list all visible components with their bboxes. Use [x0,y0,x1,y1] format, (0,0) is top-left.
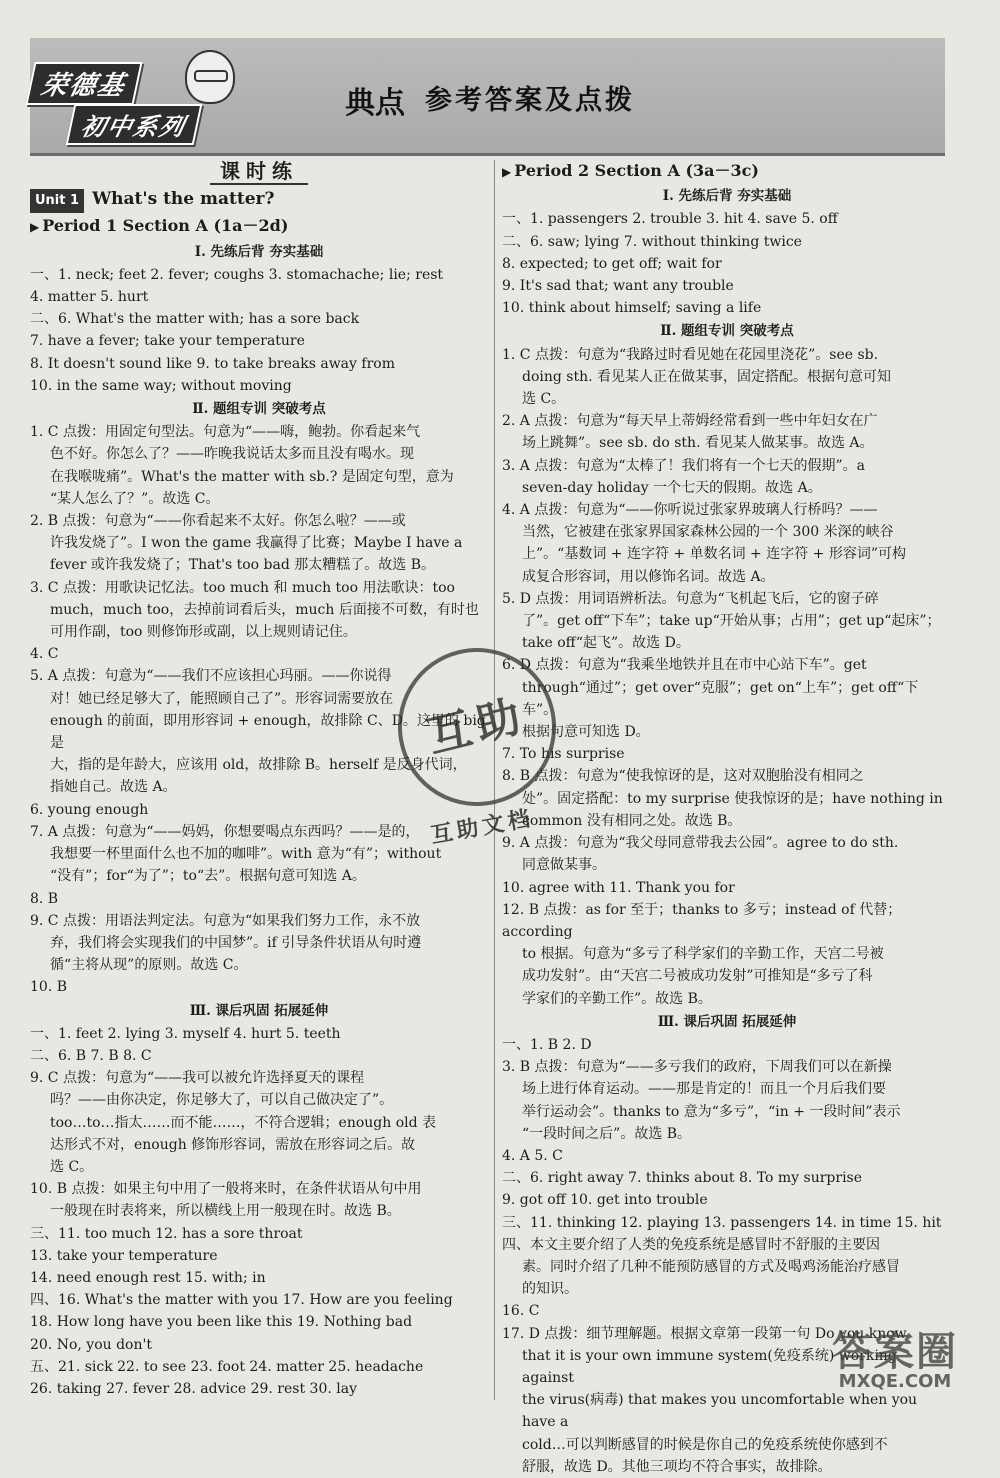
answer-line: enough 的前面，即用形容词 + enough，故排除 C、D。这里的 big 是 [50,712,486,752]
unit-title [30,188,488,213]
answer-line: to 根据。句意为“多亏了科学家们的辛勤工作，天宫二号被 [522,946,884,963]
answer-line: 8. expected; to get off; wait for [502,255,722,272]
answer-line: 舒服，故选 D。其他三项均不符合事实，故排除。 [522,1458,832,1475]
answer-line: 色不好。你怎么了？——昨晚我说话太多而且没有喝水。现 [50,446,414,463]
answer-line: 9. got off 10. get into trouble [502,1192,708,1209]
answer-line: 3. B 点拨：句意为“——多亏我们的政府，下周我们可以在新操 [502,1059,892,1076]
answer-line: 6. young enough [30,801,149,818]
answer-line: 10. agree with 11. Thank you for [502,879,735,896]
answer-line: 9. C 点拨：句意为“——我可以被允许选择夏天的课程 [30,1070,365,1087]
answer-line: 达形式不对，enough 修饰形容词，需放在形容词之后。故 [50,1136,416,1153]
answer-line: 五、21. sick 22. to see 23. foot 24. matter 25. headache [30,1358,424,1375]
answer-line: 四、16. What's the matter with you 17. How are you feeling [30,1292,453,1309]
answer-line: 一、1. neck; feet 2. fever; coughs 3. stomachache; lie; rest [30,266,444,283]
right-column [502,158,952,1478]
answer-line: 选 C。 [50,1158,94,1175]
answer-line: 一、1. B 2. D [502,1036,592,1053]
logo-line2: 初中系列 [66,104,203,145]
answer-line: 10. think about himself; saving a life [502,300,762,317]
stamp-subtext: 互助文档 [428,805,536,849]
answer-line: 二、6. saw; lying 7. without thinking twice [502,233,802,250]
answer-block [502,208,952,319]
answer-line: 3. A 点拨：句意为“太棒了！我们将有一个七天的假期”。a [502,457,866,474]
answer-line: 4. A 5. C [502,1147,563,1164]
answer-line: 12. B 点拨：as for 至于；thanks to 多亏；instead of 代替；according [502,901,902,940]
answer-line: cold…可以判断感冒的时候是你自己的免疫系统使你感到不 [522,1436,888,1453]
answer-line: much，much too，去掉前词看后头，much 后面接不可数，有时也 [50,601,479,618]
answer-line: 3. C 点拨：用歌诀记忆法。too much 和 much too 用法歌诀：too [30,579,455,596]
answer-line: 26. taking 27. fever 28. advice 29. rest 30. lay [30,1380,357,1397]
answer-line: 10. in the same way; without moving [30,377,292,394]
answer-line: 对！她已经足够大了，能照顾自己了”。形容词需要放在 [50,690,394,707]
answer-line: 当然，它被建在张家界国家森林公园的一个 300 米深的峡谷 [522,524,894,541]
answer-line: “一段时间之后”。故选 B。 [522,1125,692,1142]
answer-line: 根据句意可知选 D。 [522,724,650,741]
answer-line: doing sth. 看见某人正在做某事，固定搭配。根据句意可知 [522,368,892,385]
answer-line: 9. C 点拨：用语法判定法。句意为“如果我们努力工作，永不放 [30,912,421,929]
unit-tag: Unit 1 [30,189,84,213]
answer-line: fever 或许我发烧了；That's too bad 那太糟糕了。故选 B。 [50,557,436,574]
answer-line: 同意做某事。 [522,857,606,874]
answer-line: 5. A 点拨：句意为“——我们不应该担心玛丽。——你说得 [30,668,392,685]
answer-line: 吗？——由你决定，你足够大了，可以自己做决定了”。 [50,1092,394,1109]
answer-line: 18. How long have you been like this 19. Nothing bad [30,1314,413,1331]
answer-block [502,1034,952,1478]
answer-line: 大，指的是年龄大，应该用 old，故排除 B。herself 是反身代词， [50,757,467,774]
answer-line: 二、6. What's the matter with; has a sore back [30,311,360,328]
answer-line: 一、1. passengers 2. trouble 3. hit 4. save 5. off [502,211,838,228]
answer-line: 许我发烧了”。I won the game 我赢得了比赛；Maybe I have a [50,535,463,552]
answer-line: 17. D 点拨：细节理解题。根据文章第一段第一句 Do you know [502,1325,907,1342]
answer-line: 选 C。 [522,391,566,408]
answer-line: 成功发射”。由“天宫二号被成功发射”可推知是“多亏了科 [522,968,873,985]
answer-line: 成复合形容词，用以修饰名词。故选 A。 [522,568,775,585]
subsection-title: Ⅱ. 题组专训 突破考点 [192,401,326,418]
answer-block [30,1023,488,1400]
answer-line: 一般现在时表将来，所以横线上用一般现在时。故选 B。 [50,1203,401,1220]
answer-line: 循“主将从现”的原则。故选 C。 [50,957,248,974]
answer-line: common 没有相同之处。故选 B。 [522,812,742,829]
answer-line: 8. It doesn't sound like 9. to take breaks away from [30,355,395,372]
brand-mark-text: 典点 [345,86,405,121]
unit-title-text: What's the matter? [92,189,275,210]
answer-line: 20. No, you don't [30,1336,152,1353]
answer-line: 三、11. too much 12. has a sore throat [30,1225,303,1242]
answer-line: 弃，我们将会实现我们的中国梦”。if 引导条件状语从句时遵 [50,934,422,951]
subsection-title: Ⅰ. 先练后背 夯实基础 [662,188,792,205]
subsection-title: Ⅰ. 先练后背 夯实基础 [194,243,324,260]
answer-line: 处”。固定搭配：to my surprise 使我惊讶的是；have nothing in [522,790,943,807]
answer-line: 10. B 点拨：如果主句中用了一般将来时，在条件状语从句中用 [30,1181,422,1198]
answer-line: 9. A 点拨：句意为“我父母同意带我去公园”。agree to do sth. [502,835,899,852]
answer-line: 二、6. right away 7. thinks about 8. To my surprise [502,1170,863,1187]
answer-line: 4. matter 5. hurt [30,289,149,306]
period-title: ▶ Period 1 Section A (1a－2d) [30,215,488,238]
answer-line: 5. D 点拨：用词语辨析法。句意为“飞机起飞后，它的窗子碎 [502,590,879,607]
answer-block [502,344,952,1010]
brand-mark [345,78,405,122]
watermark-url: MXQE.COM [838,1371,952,1392]
answer-line: through“通过”；get over“克服”；get on“上车”；get off“下车”。 [522,679,919,718]
answer-line: 三、11. thinking 12. playing 13. passengers 14. in time 15. hit [502,1214,942,1231]
answer-block [30,264,488,397]
answer-line: 四、本文主要介绍了人类的免疫系统是感冒时不舒服的主要因 [502,1236,880,1253]
answer-line: 13. take your temperature [30,1247,218,1264]
answer-line: 8. B 点拨：句意为“使我惊讶的是，这对双胞胎没有相同之 [502,768,864,785]
period-title: ▶ Period 2 Section A (3a－3c) [502,160,952,183]
answer-line: that it is your own immune system(免疫系统) working against [522,1347,897,1386]
answer-line: 2. A 点拨：句意为“每天早上蒂姆经常看到一些中年妇女在广 [502,413,878,430]
answer-line: 2. B 点拨：句意为“——你看起来不太好。你怎么啦？——或 [30,513,406,530]
answer-line: 举行运动会”。thanks to 意为“多亏”，“in + 一段时间”表示 [522,1103,901,1120]
answer-line: 14. need enough rest 15. with; in [30,1269,266,1286]
series-logo [30,60,250,140]
site-watermark [805,1320,985,1400]
answer-line: 了”。get off“下车”；take up“开始从事；占用”；get up“起床”； [522,613,941,630]
answer-line: seven-day holiday 一个七天的假期。故选 A。 [522,479,822,496]
answer-line: 的知识。 [522,1281,578,1298]
section-heading [30,160,488,182]
answer-line: 16. C [502,1303,540,1320]
section-heading-text: 课时练 [210,159,308,185]
logo-line1: 荣德基 [25,62,142,105]
answer-line: 7. To his surprise [502,746,625,763]
answer-line: “没有”；for“为了”；to“去”。根据句意可知选 A。 [50,868,366,885]
answer-line: 可用作副，too 则修饰形或副，以上规则请记住。 [50,624,357,641]
subsection-title: Ⅲ. 课后巩固 拓展延伸 [657,1013,797,1030]
answer-line: 1. C 点拨：句意为“我路过时看见她在花园里浇花”。see sb. [502,346,879,363]
answer-line: 学家们的辛勤工作”。故选 B。 [522,990,712,1007]
answer-line: 7. A 点拨：句意为“——妈妈，你想要喝点东西吗？——是的， [30,823,420,840]
answer-line: the virus(病毒) that makes you uncomfortable when you have a [522,1392,918,1431]
answer-line: 素。同时介绍了几种不能预防感冒的方式及喝鸡汤能治疗感冒 [522,1258,900,1275]
answer-line: 场上跳舞”。see sb. do sth. 看见某人做某事。故选 A。 [522,435,874,452]
page-title: 参考答案及点拨 [425,85,635,116]
answer-line: 8. B [30,890,59,907]
answer-line: 场上进行体育运动。——那是肯定的！而且一个月后我们要 [522,1081,886,1098]
answer-line: 10. B [30,979,68,996]
watermark-logo: 答案圈 [832,1329,958,1375]
answer-line: 上”。“基数词 + 连字符 + 单数名词 + 连字符 + 形容词”可构 [522,546,906,563]
answer-line: 4. C [30,646,59,663]
answer-line: 1. C 点拨：用固定句型法。句意为“——嗨，鲍勃。你看起来气 [30,424,421,441]
answer-line: 4. A 点拨：句意为“——你听说过张家界玻璃人行桥吗？—— [502,502,878,519]
answer-line: take off“起飞”。故选 D。 [522,635,690,652]
logo-portrait-icon [185,50,235,104]
answer-line: 7. have a fever; take your temperature [30,333,305,350]
answer-line: 在我喉咙痛”。What's the matter with sb.? 是固定句型，意为 [50,468,454,485]
subsection-title: Ⅱ. 题组专训 突破考点 [660,323,794,340]
answer-line: 二、6. B 7. B 8. C [30,1047,152,1064]
answer-line: 一、1. feet 2. lying 3. myself 4. hurt 5. teeth [30,1025,341,1042]
stamp-text: 互助 [422,689,532,764]
answer-line: “某人怎么了？”。故选 C。 [50,490,220,507]
answer-line: 我想要一杯里面什么也不加的咖啡”。with 意为“有”；without [50,846,442,863]
subsection-title: Ⅲ. 课后巩固 拓展延伸 [189,1002,329,1019]
answer-line: too…to…指太……而不能……，不符合逻辑；enough old 表 [50,1114,437,1131]
answer-line: 指她自己。故选 A。 [50,779,177,796]
answer-line: 6. D 点拨：句意为“我乘坐地铁并且在市中心站下车”。get [502,657,867,674]
answer-line: 9. It's sad that; want any trouble [502,278,734,295]
